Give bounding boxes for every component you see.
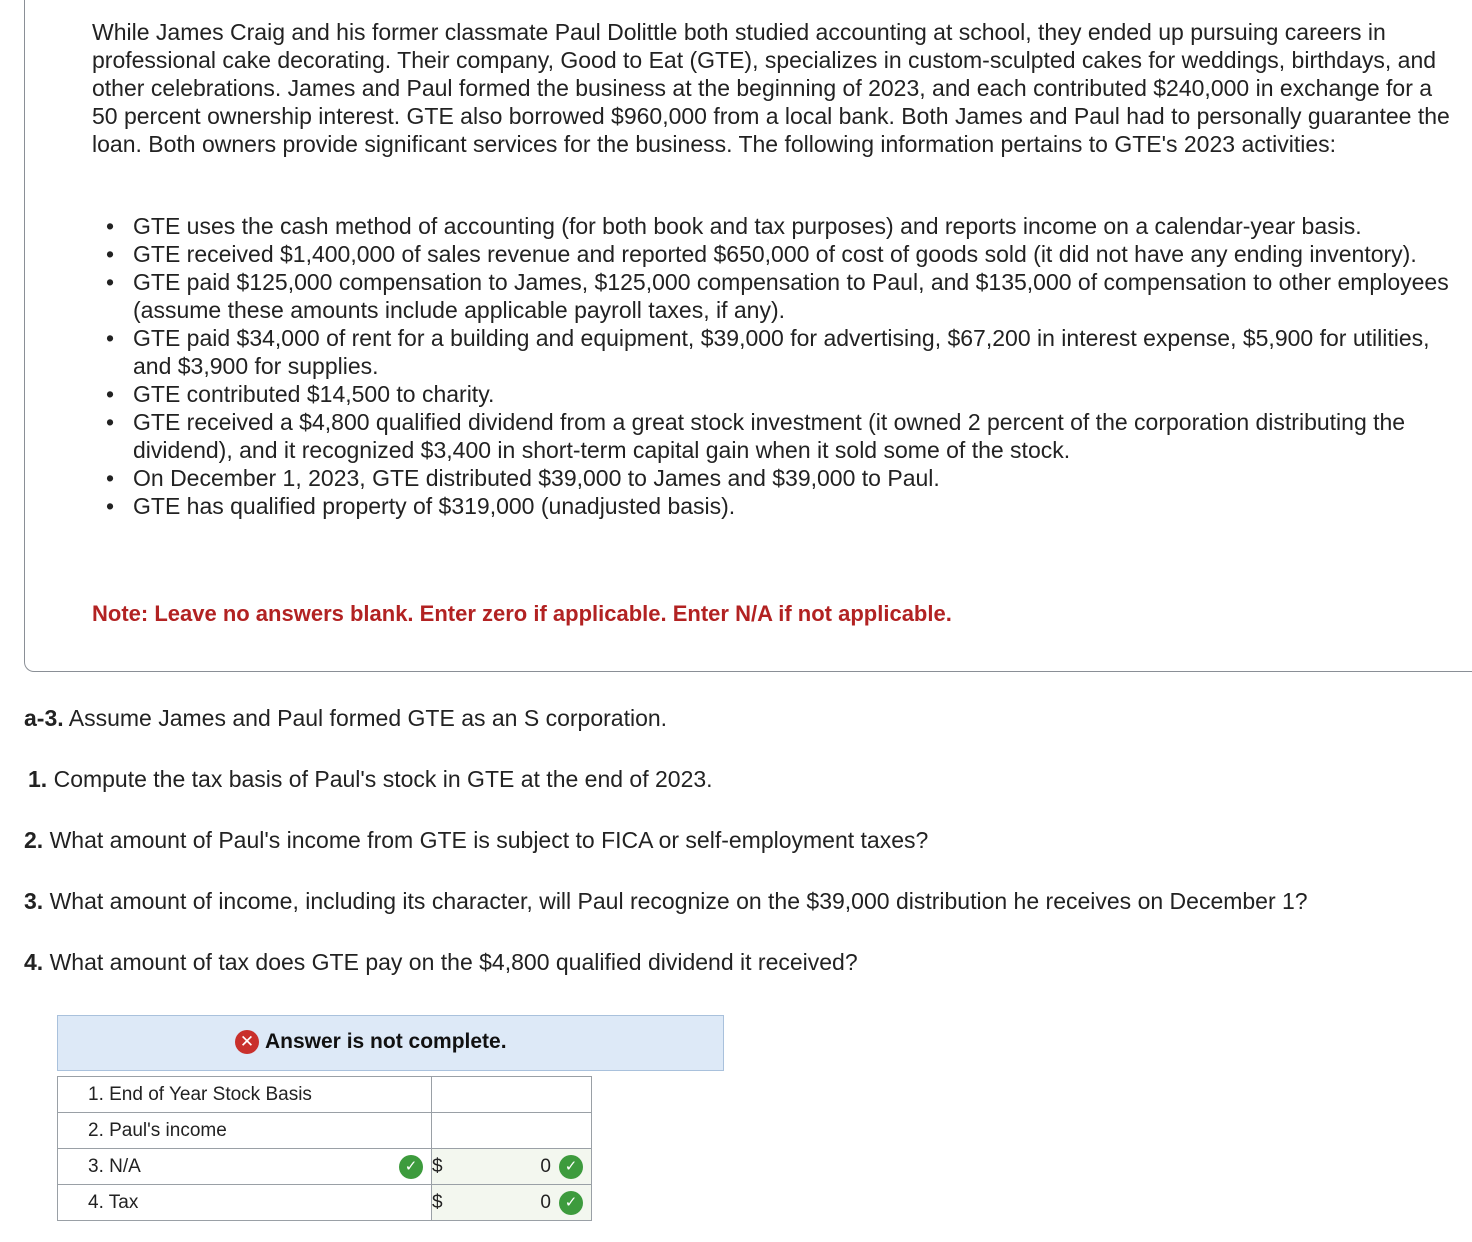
bullet-icon: •: [106, 325, 115, 351]
dollar-sign: $: [432, 1156, 443, 1177]
fact-item: • GTE paid $34,000 of rent for a building and equipment, $39,000 for advertising, $67,200 in interest expense, $5,900 for utilities, and $3,900 for supplies.: [106, 325, 1430, 379]
incorrect-icon: ✕: [235, 1030, 259, 1054]
bullet-icon: •: [106, 465, 115, 491]
answer-status: ✕ Answer is not complete.: [235, 1030, 507, 1054]
answer-status-banner: [57, 1015, 724, 1071]
fact-item: • GTE contributed $14,500 to charity.: [106, 381, 495, 407]
bullet-icon: •: [106, 409, 115, 435]
instruction-note: Note: Leave no answers blank. Enter zero if applicable. Enter N/A if not applicable.: [92, 601, 952, 626]
question-3: 3. What amount of income, including its character, will Paul recognize on the $39,000 distribution he receives on December 1?: [24, 888, 1308, 914]
answer-input-cell[interactable]: [432, 1077, 592, 1113]
correct-check-icon: ✓: [399, 1155, 423, 1179]
fact-item: • GTE received $1,400,000 of sales revenue and reported $650,000 of cost of goods sold (it did not have any ending inventory).: [106, 241, 1417, 267]
row-label: 1. End of Year Stock Basis: [58, 1077, 432, 1113]
correct-check-icon: ✓: [559, 1155, 583, 1179]
answer-input-cell[interactable]: $ 0 ✓: [432, 1185, 592, 1221]
fact-item: • GTE has qualified property of $319,000 (unadjusted basis).: [106, 493, 736, 519]
table-row: [58, 1113, 592, 1149]
fact-item: • On December 1, 2023, GTE distributed $39,000 to James and $39,000 to Paul.: [106, 465, 940, 491]
correct-check-icon: ✓: [559, 1191, 583, 1215]
answer-table: [57, 1076, 592, 1221]
bullet-icon: •: [106, 213, 115, 239]
row-label: 4. Tax: [58, 1185, 432, 1221]
answer-input-cell[interactable]: [432, 1113, 592, 1149]
row-label-select[interactable]: 3. N/A ✓: [58, 1149, 432, 1185]
bullet-icon: •: [106, 493, 115, 519]
fact-item: • GTE uses the cash method of accounting (for both book and tax purposes) and reports income on a calendar-year basis.: [106, 213, 1362, 239]
question-a3: a-3. Assume James and Paul formed GTE as an S corporation.: [24, 705, 668, 731]
problem-intro: While James Craig and his former classmate Paul Dolittle both studied accounting at school, they ended up pursuing careers in professional cake decorating. Their company, Good to Eat (GTE), specializes in custom-sculpted cakes for weddings, birthdays, and other celebrations. James and Paul formed the business at the beginning of 2023, and each contributed $240,000 in exchange for a 50 percent ownership interest. GTE also borrowed $960,000 from a local bank. Both James and Paul had to personally guarantee the loan. Both owners provide significant services for the business. The following information pertains to GTE's 2023 activities:: [92, 19, 1450, 157]
bullet-icon: •: [106, 241, 115, 267]
row-label: 2. Paul's income: [58, 1113, 432, 1149]
dollar-sign: $: [432, 1192, 443, 1213]
answer-input-cell[interactable]: $ 0 ✓: [432, 1149, 592, 1185]
question-1: 1. Compute the tax basis of Paul's stock in GTE at the end of 2023.: [28, 766, 713, 792]
table-row: [58, 1185, 592, 1221]
facts-list: [92, 212, 1452, 520]
fact-item: • GTE paid $125,000 compensation to James, $125,000 compensation to Paul, and $135,000 of compensation to other employees (assume these amounts include applicable payroll taxes, if any).: [106, 269, 1449, 323]
table-row: [58, 1077, 592, 1113]
question-2: 2. What amount of Paul's income from GTE is subject to FICA or self-employment taxes?: [24, 827, 929, 853]
fact-item: • GTE received a $4,800 qualified dividend from a great stock investment (it owned 2 percent of the corporation distributing the dividend), and it recognized $3,400 in short-term capital gain when it sold some of the stock.: [106, 409, 1406, 463]
bullet-icon: •: [106, 381, 115, 407]
bullet-icon: •: [106, 269, 115, 295]
table-row: [58, 1149, 592, 1185]
question-4: 4. What amount of tax does GTE pay on the $4,800 qualified dividend it received?: [24, 949, 858, 975]
